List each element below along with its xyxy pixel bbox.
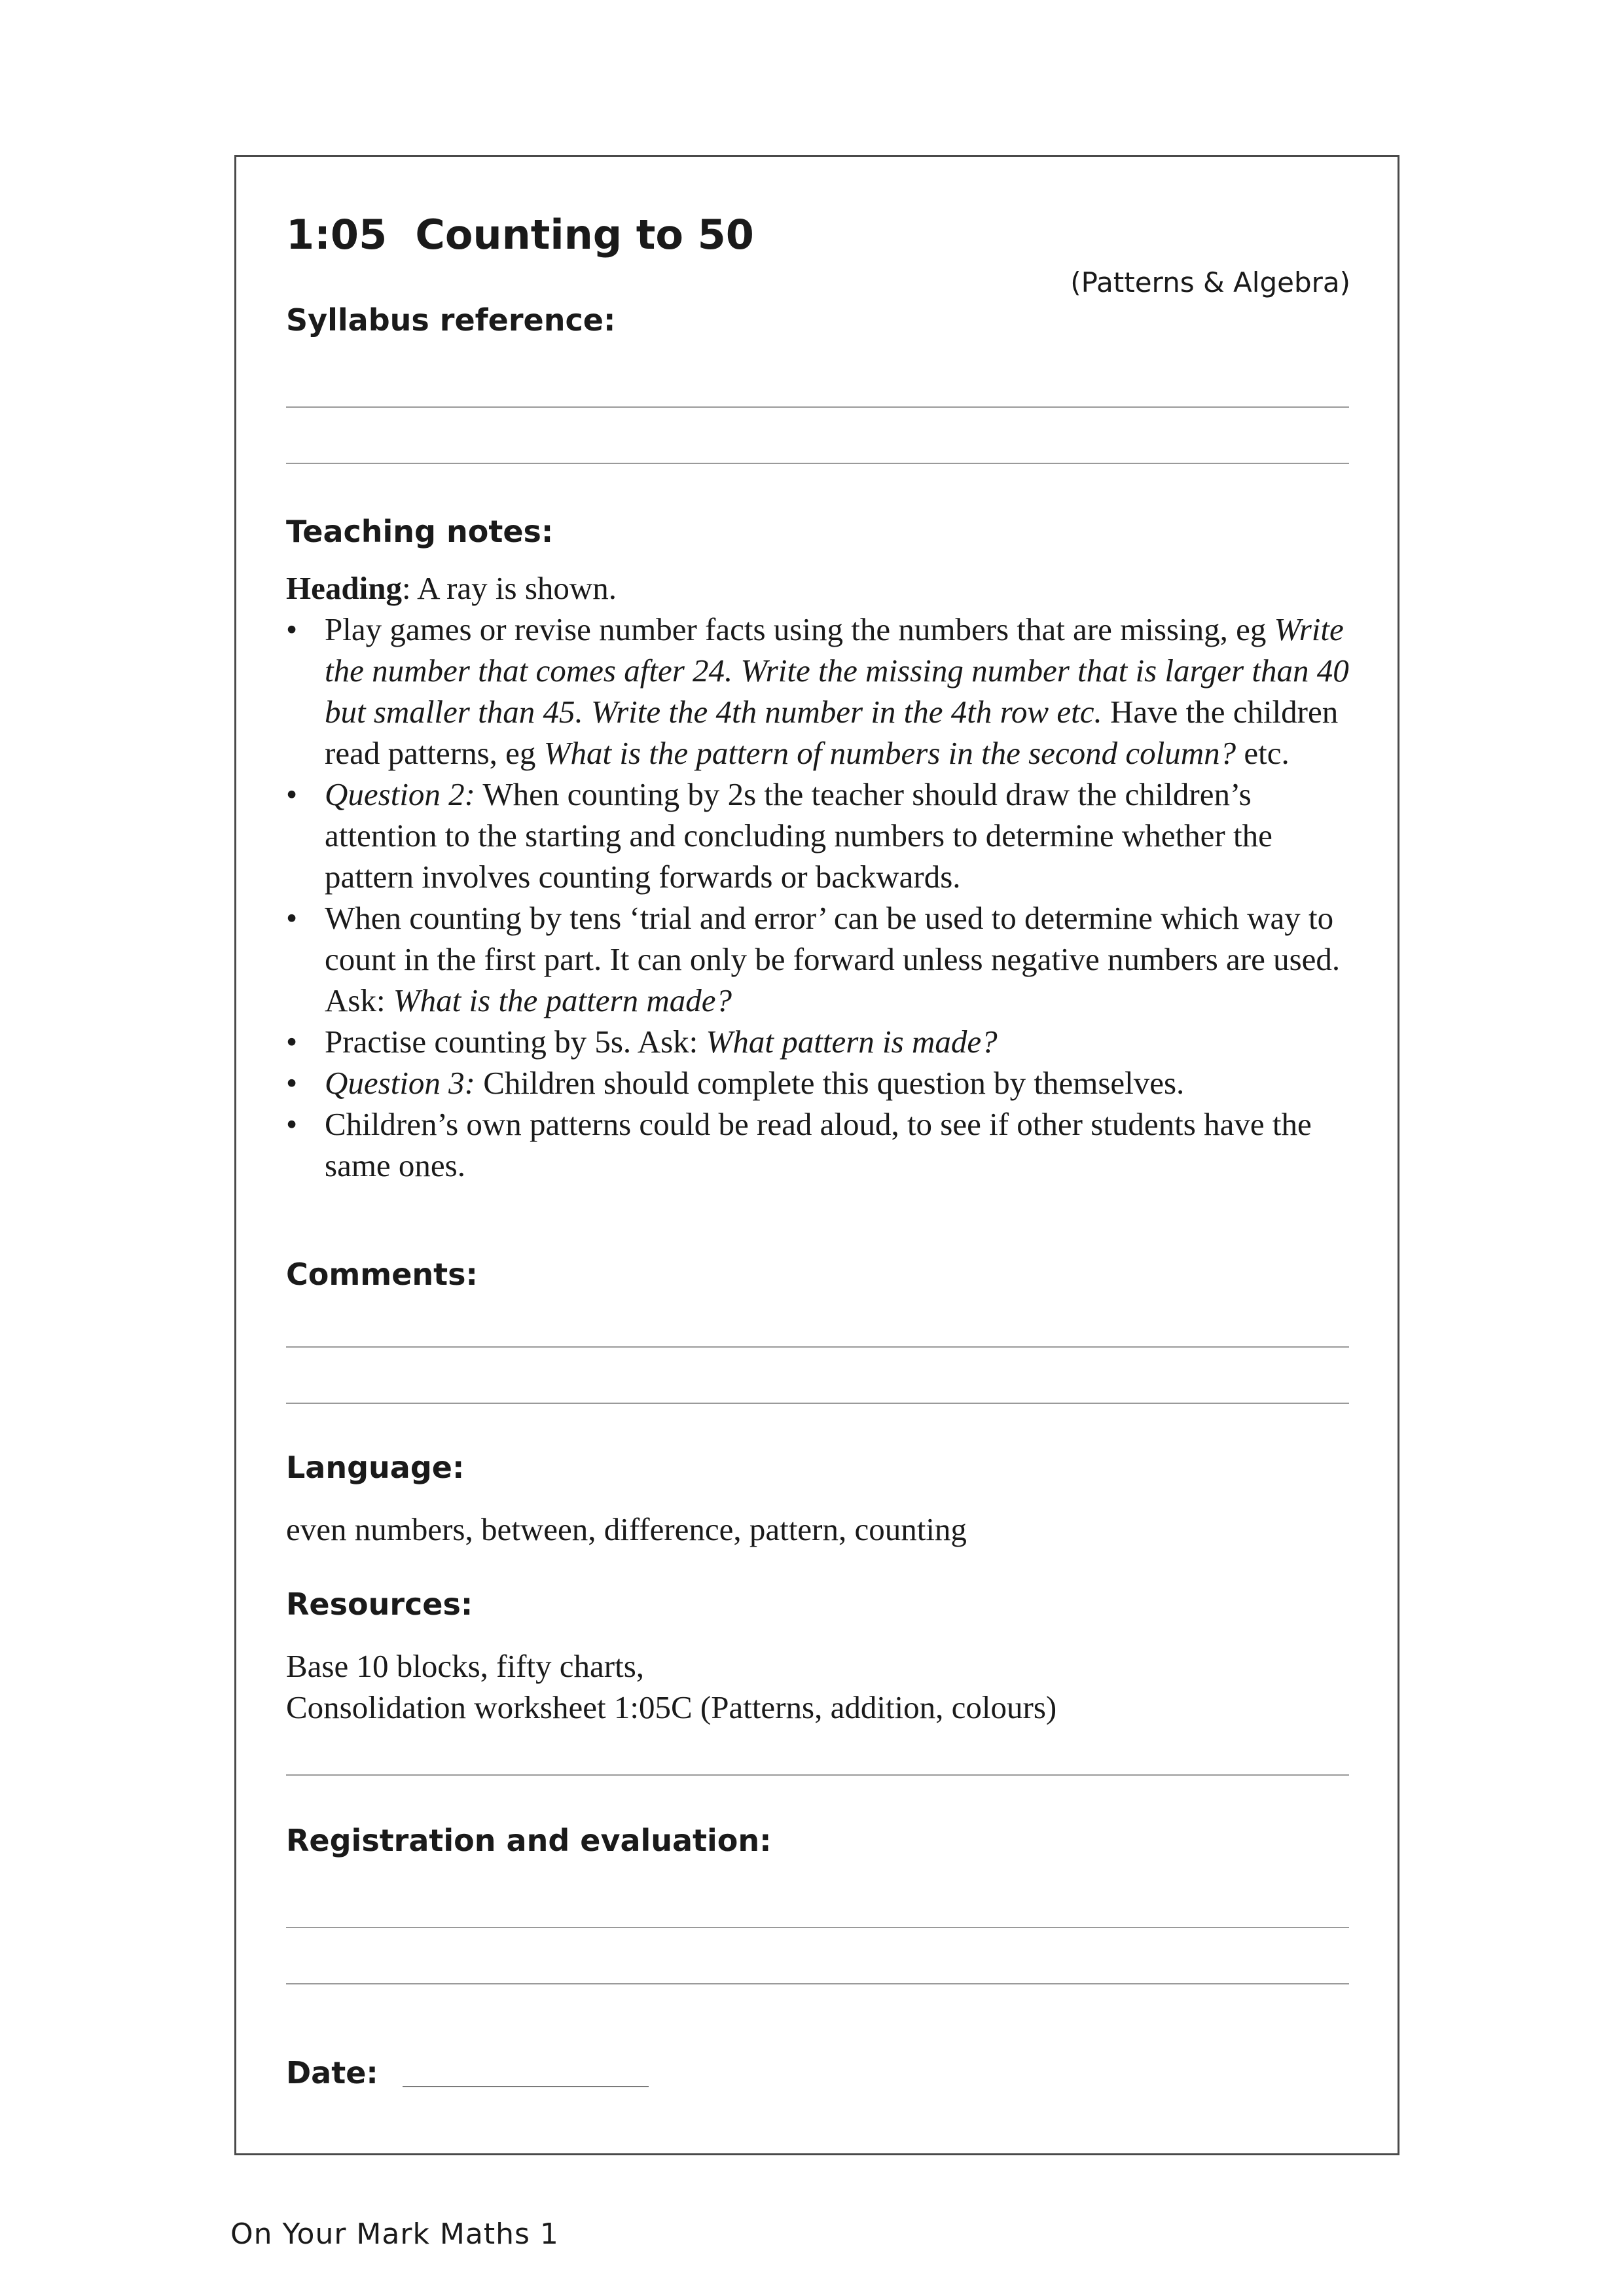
language-text: even numbers, between, difference, pattern, counting: [286, 1511, 967, 1547]
note-italic: What is the pattern of numbers in the second column?: [543, 735, 1236, 771]
list-item: [286, 609, 1353, 774]
note-italic: Question 2:: [325, 776, 475, 812]
note-text: Children should complete this question by themselves.: [475, 1065, 1185, 1101]
bullet-icon: •: [286, 900, 298, 936]
note-italic: Question 3:: [325, 1065, 475, 1101]
teaching-notes-body: [286, 567, 1353, 1186]
syllabus-line-2: [286, 463, 1349, 464]
note-text: Have the children read patterns, eg: [325, 694, 1339, 771]
teaching-notes-list: [286, 609, 1353, 1186]
language-heading: Language:: [286, 1450, 465, 1485]
list-item: [286, 1103, 1353, 1186]
date-field-line: [403, 2086, 649, 2087]
bullet-icon: •: [286, 1065, 298, 1101]
bullet-icon: •: [286, 776, 298, 812]
bullet-icon: •: [286, 1024, 298, 1060]
heading-note: [286, 567, 1353, 609]
note-text: Children’s own patterns could be read aloud, to see if other students have the same ones.: [325, 1106, 1312, 1183]
list-item: [286, 897, 1353, 1021]
page-title: 1:05 Counting to 50: [286, 211, 754, 259]
note-italic: What pattern is made?: [706, 1024, 998, 1060]
strand-label: (Patterns & Algebra): [1070, 266, 1350, 298]
note-text: Play games or revise number facts using the numbers that are missing, eg: [325, 611, 1274, 647]
registration-line-2: [286, 1983, 1349, 1984]
heading-note-text: : A ray is shown.: [401, 570, 617, 606]
comments-line-1: [286, 1346, 1349, 1348]
resources-heading: Resources:: [286, 1587, 473, 1622]
resources-line-1: Base 10 blocks, fifty charts,: [286, 1648, 645, 1684]
bullet-icon: •: [286, 611, 298, 647]
bullet-icon: •: [286, 1106, 298, 1142]
note-text: etc.: [1236, 735, 1290, 771]
note-text: When counting by tens ‘trial and error’ can be used to determine which way to count in the first part. It can only be forward unless negative numbers are used. Ask:: [325, 900, 1341, 1018]
resources-line-2: Consolidation worksheet 1:05C (Patterns, addition, colours): [286, 1689, 1057, 1725]
note-italic: What is the pattern made?: [393, 982, 732, 1018]
syllabus-line-1: [286, 406, 1349, 408]
registration-line-1: [286, 1927, 1349, 1928]
note-italic: Write the number that comes after 24. Write the missing number that is larger than 40 but smaller than 45. Write the 4th number in the 4th row etc.: [325, 611, 1349, 730]
comments-line-2: [286, 1403, 1349, 1404]
comments-heading: Comments:: [286, 1257, 478, 1292]
registration-heading: Registration and evaluation:: [286, 1823, 772, 1858]
note-text: Practise counting by 5s. Ask:: [325, 1024, 706, 1060]
footer-text: On Your Mark Maths 1: [230, 2217, 559, 2251]
resources-line: [286, 1774, 1349, 1776]
list-item: [286, 1062, 1353, 1103]
syllabus-heading: Syllabus reference:: [286, 302, 616, 338]
list-item: [286, 1021, 1353, 1062]
teaching-notes-heading: Teaching notes:: [286, 514, 554, 549]
date-heading: Date:: [286, 2055, 378, 2090]
note-text: When counting by 2s the teacher should draw the children’s attention to the starting and concluding numbers to determine whether the pattern involves counting forwards or backwards.: [325, 776, 1272, 895]
list-item: [286, 774, 1353, 897]
heading-note-label: Heading: [286, 570, 402, 606]
